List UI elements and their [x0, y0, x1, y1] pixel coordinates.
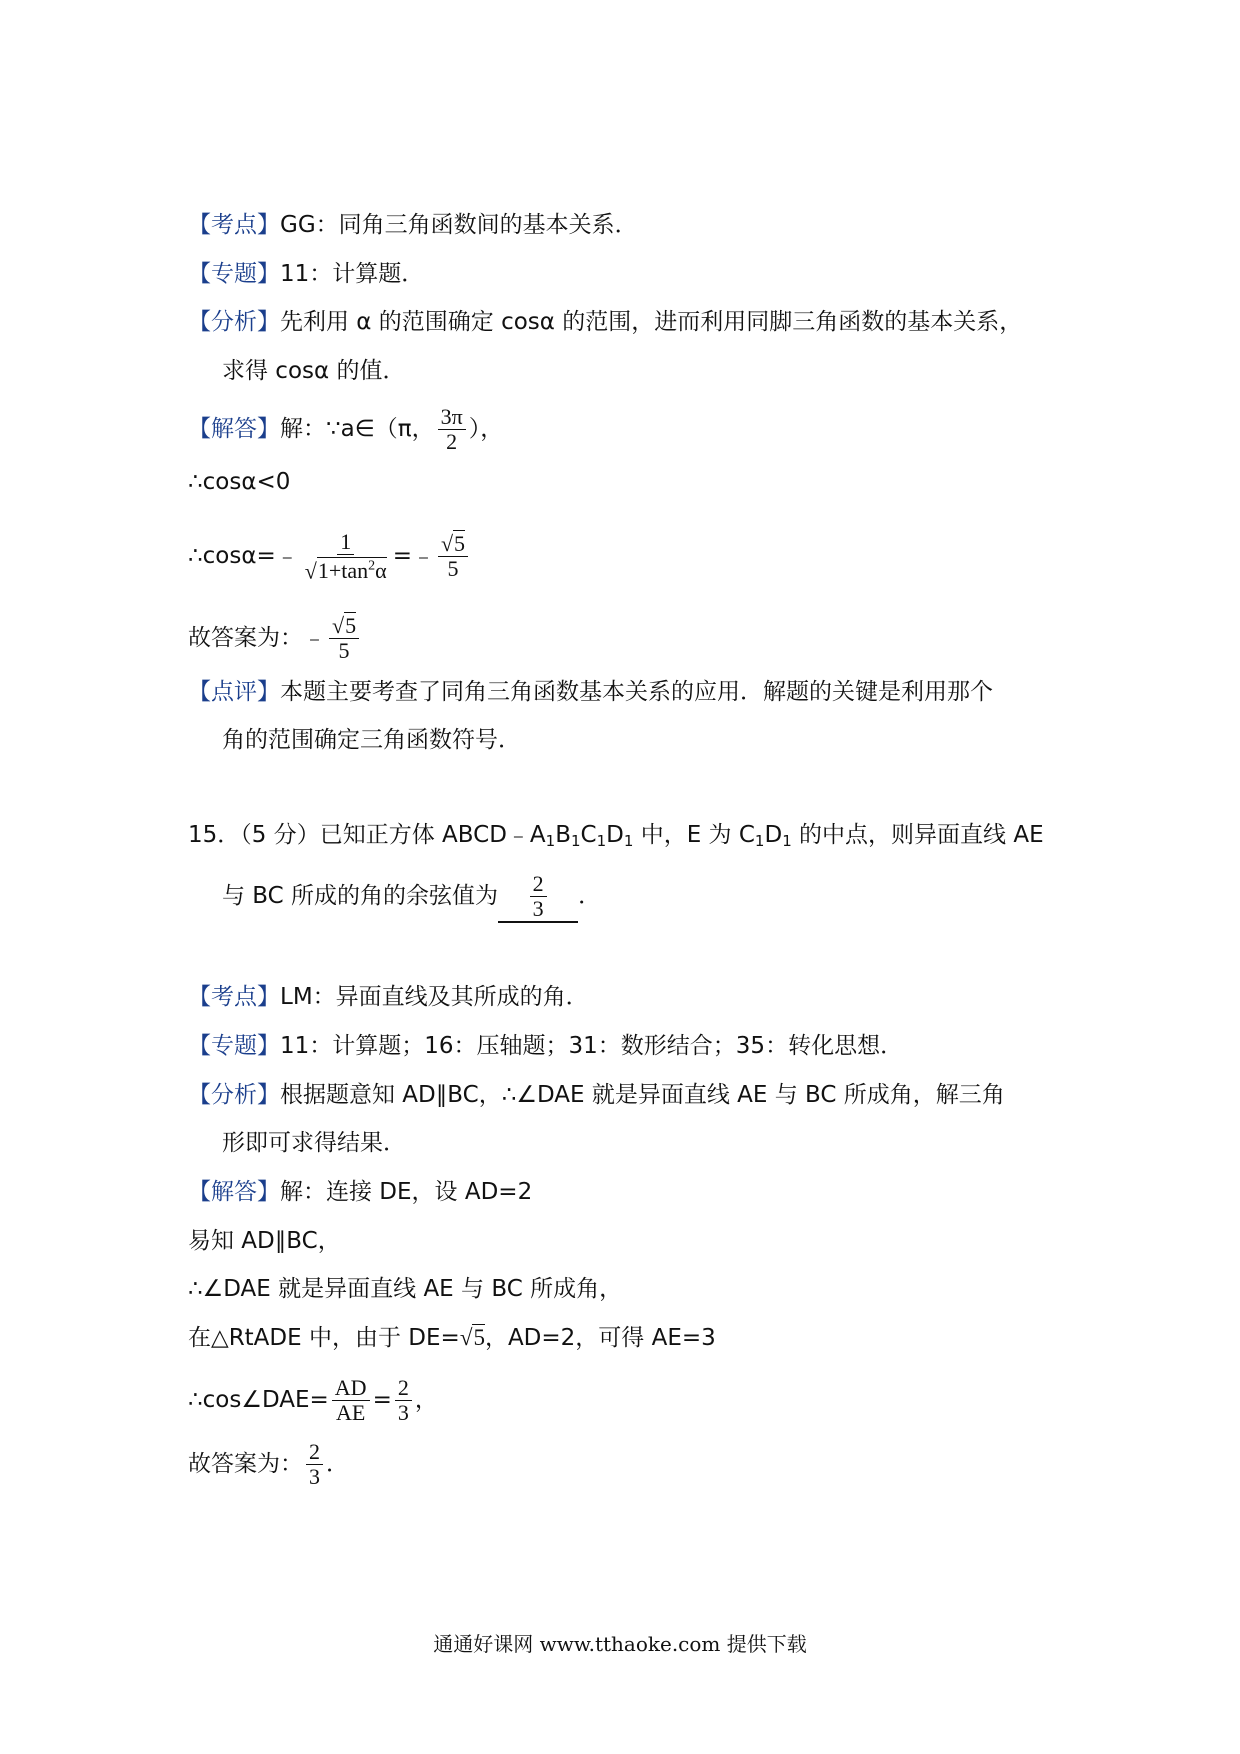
q14-cos-formula [188, 530, 471, 583]
q14-kaodian [188, 210, 638, 240]
q15-jieda [188, 1177, 532, 1207]
q15-stem-line-1: 15．（5 分）已知正方体 $ABCD﹣A_1B_1C_1D_1$ 中，E 为 $C_1D_1$ 的中点，则异面直线 AE [188, 822, 1044, 850]
answer-fraction: $\frac{2}{3}$ [306, 1440, 323, 1489]
q14-jieda [188, 405, 503, 454]
fenxi-tag: 【分析】 [188, 309, 280, 335]
kaodian-tag: 【考点】 [188, 212, 280, 238]
q15-zhuanti [188, 1031, 903, 1061]
sqrt-5: √5 [459, 1325, 485, 1350]
answer-prefix: 故答案为：﹣ [188, 625, 326, 651]
q14-fenxi [188, 307, 1022, 337]
q14-zhuanti [188, 259, 424, 289]
q15-cos-formula: ∴cos∠DAE= $\frac{AD}{AE}$ = $\frac{2}{3}$ ， [188, 1375, 438, 1425]
q14-answer [188, 614, 362, 663]
page-footer: 通通好课网 www.tthaoke.com 提供下载 [433, 1632, 807, 1656]
answer-fraction: $\frac{√5}{5}$ [329, 614, 359, 663]
q14-fenxi-text-2: 求得 cosα 的值． [222, 358, 406, 384]
q14-dianping-text-1: 本题主要考查了同角三角函数基本关系的应用．解题的关键是利用那个 [280, 679, 993, 705]
q15-stem-line-2: 与 BC 所成的角的余弦值为 $\frac{2}{3}$ ． [222, 871, 602, 921]
q15-kaodian [188, 982, 589, 1012]
q14-zhuanti-text: 11：计算题． [280, 261, 425, 287]
dianping-tag: 【点评】 [188, 679, 280, 705]
q15-parallel: 易知 AD∥BC， [188, 1228, 341, 1254]
fraction-sqrt5-over-5: $\frac{√5}{5}$ [438, 532, 468, 581]
q15-rt-triangle: 在△RtADE 中，由于 DE=√5，AD=2，可得 AE=3 [188, 1325, 716, 1351]
cos-mid: =﹣ [392, 543, 435, 570]
q15-zhuanti-text: 11：计算题；16：压轴题；31：数形结合；35：转化思想． [280, 1033, 904, 1059]
fraction-3pi-over-2: $\frac{3\pi}{2}$ [438, 405, 466, 454]
q15-jieda-text: 解：连接 DE，设 AD=2 [280, 1179, 533, 1205]
q14-kaodian-text: GG：同角三角函数间的基本关系． [280, 212, 638, 238]
q15-fenxi [188, 1080, 1005, 1110]
q15-answer: 故答案为： $\frac{2}{3}$ ． [188, 1439, 349, 1489]
q14-dianping-text-2: 角的范围确定三角函数符号． [222, 727, 521, 753]
q14-jieda-suffix: ）， [468, 416, 504, 442]
q14-jieda-prefix: 解：∵a∈（π， [280, 416, 435, 442]
zhuanti-tag: 【专题】 [188, 261, 280, 287]
fraction-ad-over-ae: $\frac{AD}{AE}$ [332, 1376, 370, 1425]
fraction-2-over-3: $\frac{2}{3}$ [395, 1376, 412, 1425]
q15-fenxi-text-1: 根据题意知 AD∥BC，∴∠DAE 就是异面直线 AE 与 BC 所成角，解三角 [280, 1082, 1005, 1108]
q15-angle: ∴∠DAE 就是异面直线 AE 与 BC 所成角， [188, 1276, 623, 1302]
fenxi-tag: 【分析】 [188, 1082, 280, 1108]
jieda-tag: 【解答】 [188, 416, 280, 442]
answer-blank: $\frac{2}{3}$ [498, 872, 578, 923]
fraction-1-over-sqrt: $\frac{1}{√1+\tan^2\alpha}$ [304, 529, 387, 584]
q14-dianping [188, 677, 993, 707]
q14-fenxi-text-1: 先利用 α 的范围确定 cosα 的范围，进而利用同脚三角函数的基本关系， [280, 309, 1023, 335]
cos-prefix: ∴cosα=﹣ [188, 543, 299, 570]
q14-cos-negative: ∴cosα<0 [188, 469, 291, 495]
jieda-tag: 【解答】 [188, 1179, 280, 1205]
q15-fenxi-text-2: 形即可求得结果． [222, 1130, 406, 1156]
q15-kaodian-text: LM：异面直线及其所成的角． [280, 984, 589, 1010]
zhuanti-tag: 【专题】 [188, 1033, 280, 1059]
kaodian-tag: 【考点】 [188, 984, 280, 1010]
